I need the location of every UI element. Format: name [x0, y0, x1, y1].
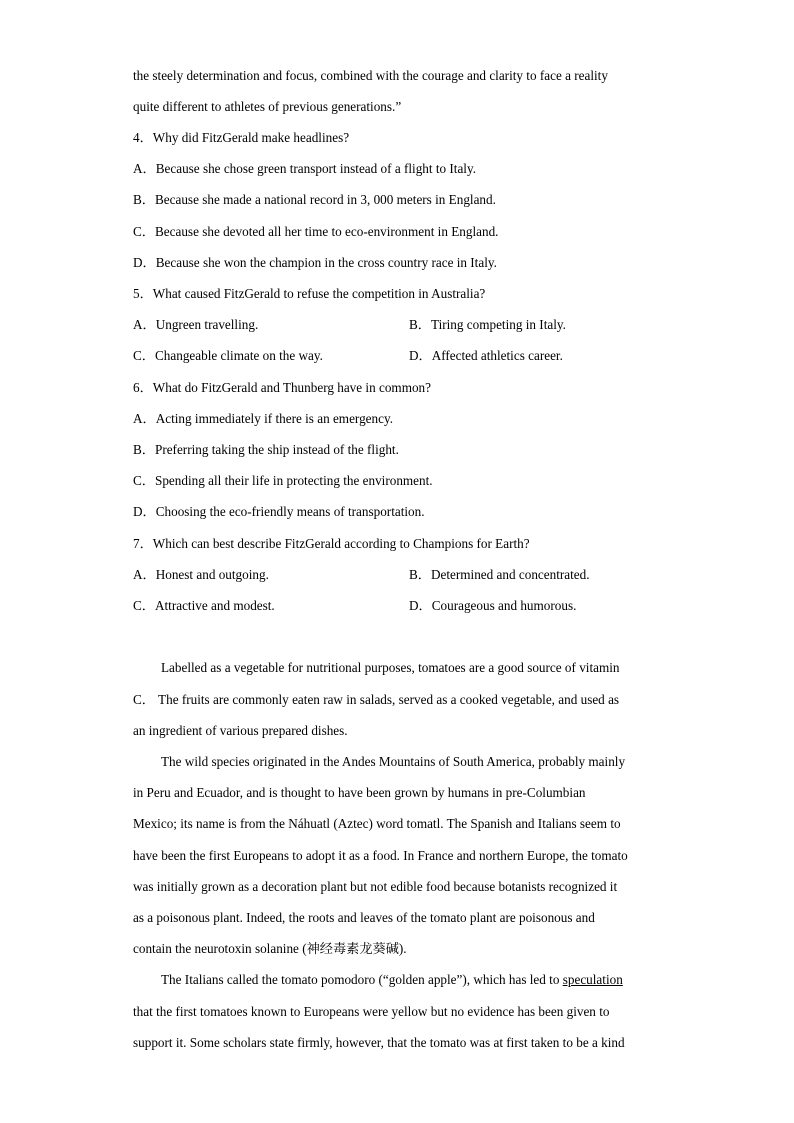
- passage2-line: Labelled as a vegetable for nutritional purposes, tomatoes are a good source of vitamin: [161, 660, 620, 675]
- question-5-option-c: C．Changeable climate on the way.: [133, 348, 323, 363]
- question-7-stem: 7．Which can best describe FitzGerald according to Champions for Earth?: [133, 536, 530, 551]
- passage-line: the steely determination and focus, combined with the courage and clarity to face a reality: [133, 68, 608, 83]
- question-4-stem: 4．Why did FitzGerald make headlines?: [133, 130, 350, 145]
- question-6-option-a: A．Acting immediately if there is an emergency.: [133, 411, 394, 426]
- question-6-option-d: D．Choosing the eco-friendly means of transportation.: [133, 504, 425, 519]
- question-7-option-a: A．Honest and outgoing.: [133, 567, 269, 582]
- question-5-option-a: A．Ungreen travelling.: [133, 317, 259, 332]
- passage2-line: as a poisonous plant. Indeed, the roots and leaves of the tomato plant are poisonous and: [133, 910, 595, 925]
- passage2-line: have been the first Europeans to adopt it as a food. In France and northern Europe, the tomato: [133, 848, 628, 863]
- question-6-stem: 6．What do FitzGerald and Thunberg have in common?: [133, 380, 431, 395]
- passage2-line: an ingredient of various prepared dishes.: [133, 723, 348, 738]
- question-4-option-c: C．Because she devoted all her time to eco-environment in England.: [133, 224, 499, 239]
- question-7-option-d: D．Courageous and humorous.: [409, 598, 577, 613]
- passage2-line: that the first tomatoes known to Europeans were yellow but no evidence has been given to: [133, 1004, 610, 1019]
- passage2-line: C． The fruits are commonly eaten raw in salads, served as a cooked vegetable, and used as: [133, 692, 620, 707]
- question-7-option-b: B．Determined and concentrated.: [409, 567, 590, 582]
- question-4-option-d: D．Because she won the champion in the cross country race in Italy.: [133, 255, 497, 270]
- question-5-option-d: D．Affected athletics career.: [409, 348, 563, 363]
- question-4-option-a: A．Because she chose green transport instead of a flight to Italy.: [133, 161, 477, 176]
- passage2-line: [161, 972, 623, 988]
- passage2-line: in Peru and Ecuador, and is thought to have been grown by humans in pre-Columbian: [133, 785, 586, 800]
- passage2-line: contain the neurotoxin solanine (神经毒素龙葵碱).: [133, 941, 407, 956]
- passage2-line-text: The Italians called the tomato pomodoro (“golden apple”), which has led to: [161, 972, 563, 987]
- passage2-line: Mexico; its name is from the Náhuatl (Aztec) word tomatl. The Spanish and Italians seem to: [133, 816, 621, 831]
- passage2-line: support it. Some scholars state firmly, however, that the tomato was at first taken to be a kind: [133, 1035, 625, 1050]
- underlined-word: speculation: [562, 972, 623, 987]
- question-6-option-c: C．Spending all their life in protecting the environment.: [133, 473, 433, 488]
- passage2-line: was initially grown as a decoration plant but not edible food because botanists recognized it: [133, 879, 618, 894]
- question-7-option-c: C．Attractive and modest.: [133, 598, 275, 613]
- passage2-line: The wild species originated in the Andes Mountains of South America, probably mainly: [161, 754, 626, 769]
- question-5-stem: 5．What caused FitzGerald to refuse the competition in Australia?: [133, 286, 486, 301]
- question-6-option-b: B．Preferring taking the ship instead of the flight.: [133, 442, 399, 457]
- passage-line: quite different to athletes of previous generations.”: [133, 99, 402, 114]
- question-4-option-b: B．Because she made a national record in 3, 000 meters in England.: [133, 192, 496, 207]
- question-5-option-b: B．Tiring competing in Italy.: [409, 317, 566, 332]
